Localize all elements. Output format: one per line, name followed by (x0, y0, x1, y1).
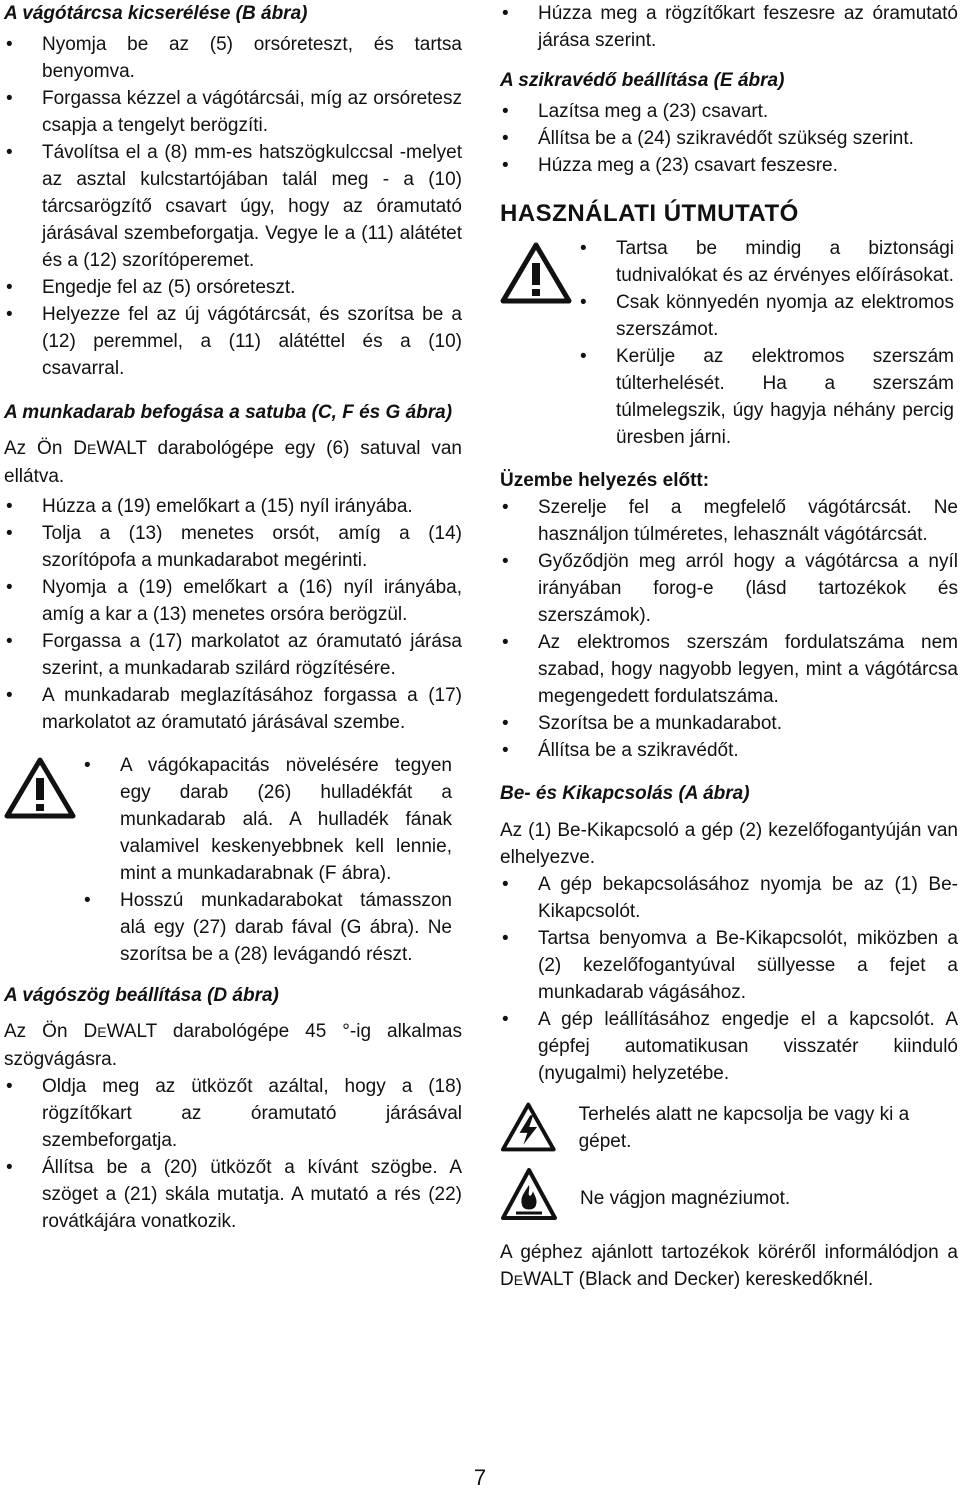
list-item: • Helyezze fel az új vágótárcsát, és szorítsa be a (12) peremmel, a (11) alátéttel és a (10) csavarral. (4, 301, 462, 382)
usage-warning-block (500, 235, 958, 451)
list-item: • Távolítsa el a (8) mm-es hatszögkulccsal -melyet az asztal kulcstartójában talál meg - a (10) tárcsarögzítő csavart úgy, hogy az óramutató járásával szembeforgatja. Vegye le a (11) alátétet és a (12) szorítóperemet. (4, 139, 462, 274)
list-item: • Oldja meg az ütközőt azáltal, hogy a (18) rögzítőkart az óramutató járásával szembeforgatja. (4, 1073, 462, 1154)
fire-hazard-icon (500, 1167, 558, 1223)
switch-intro: Az (1) Be-Kikapcsoló a gép (2) kezelőfogantyúján van elhelyezve. (500, 820, 958, 868)
list-item: • A munkadarab meglazításához forgassa a (17) markolatot az óramutató járásával szembe. (4, 682, 462, 736)
vise-intro: Az Ön DEWALT darabológépe egy (6) satuval van ellátva. (4, 438, 462, 487)
warning-triangle-icon (500, 241, 572, 305)
list-item: • Állítsa be a (20) ütközőt a kívánt szögbe. A szöget a (21) skála mutatja. A mutató a rés (22) rovátkájára vonatkozik. (4, 1154, 462, 1235)
fire-warning (500, 1167, 958, 1223)
section-title-vise: A munkadarab befogása a satuba (C, F és G ábra) (4, 402, 453, 423)
list-item: • Húzza meg a (23) csavart feszesre. (500, 152, 958, 179)
list-item: • Állítsa be a (24) szikravédőt szükség szerint. (500, 125, 958, 152)
startup-steps (500, 494, 958, 764)
list-item: • Nyomja a (19) emelőkart a (16) nyíl irányába, amíg a kar a (13) menetes orsóra berögzül. (4, 574, 462, 628)
list-item: • Forgassa a (17) markolatot az óramutató járása szerint, a munkadarab szilárd rögzítésére. (4, 628, 462, 682)
section-title-angle: A vágószög beállítása (D ábra) (4, 985, 279, 1006)
list-item: • Az elektromos szerszám fordulatszáma nem szabad, hogy nagyobb legyen, mint a vágótárcsa megengedett fordulatszáma. (500, 629, 958, 710)
list-item: • A gép leállításához engedje el a kapcsolót. A gépfej automatikusan visszatér kiinduló (nyugalmi) helyzetébe. (500, 1006, 958, 1087)
list-item: • Forgassa kézzel a vágótárcsái, míg az orsóretesz csapja a tengelyt berögzíti. (4, 85, 462, 139)
continued-steps (500, 0, 958, 54)
list-item: • Engedje fel az (5) orsóreteszt. (4, 274, 462, 301)
list-item: • Húzza meg a rögzítőkart feszesre az óramutató járása szerint. (500, 0, 958, 54)
page-number: 7 (473, 1465, 487, 1490)
list-item: • Tolja a (13) menetes orsót, amíg a (14) szorítópofa a munkadarabot megérinti. (4, 520, 462, 574)
electric-warning (500, 1101, 958, 1155)
section-title-blade-replace: A vágótárcsa kicserélése (B ábra) (4, 3, 308, 24)
switch-steps (500, 871, 958, 1087)
left-column (4, 0, 462, 1235)
main-title: HASZNÁLATI ÚTMUTATÓ (500, 200, 799, 227)
section-title-spark-guard: A szikravédő beállítása (E ábra) (500, 70, 785, 91)
electric-shock-icon (500, 1101, 557, 1153)
list-item: • A vágókapacitás növelésére tegyen egy darab (26) hulladékfát a munkadarab alá. A hulladék fának valamivel keskenyebbnek kell lennie, mint a munkadarabnak (F ábra). (82, 752, 452, 887)
fire-warning-text: Ne vágjon magnéziumot. (580, 1188, 791, 1209)
list-item: • Szorítsa be a munkadarabot. (500, 710, 958, 737)
spark-guard-steps (500, 98, 958, 179)
accessories-note: A géphez ajánlott tartozékok köréről informálódjon a DEWALT (Black and Decker) kereskedőknél. (500, 1242, 958, 1290)
vise-warning-block (4, 752, 462, 968)
electric-warning-text: Terhelés alatt ne kapcsolja be vagy ki a gépet. (578, 1104, 910, 1152)
angle-intro: Az Ön DEWALT darabológépe 45 °-ig alkalmas szögvágásra. (4, 1021, 462, 1070)
list-item: • Kerülje az elektromos szerszám túlterhelését. Ha a szerszám túlmelegszik, úgy hagyja néhány percig üresben járni. (578, 343, 954, 451)
usage-warning-list (578, 235, 954, 451)
list-item: • Tartsa benyomva a Be-Kikapcsolót, miközben a (2) kezelőfogantyúval süllyesse a fejet a munkadarab vágásához. (500, 925, 958, 1006)
list-item: • Lazítsa meg a (23) csavart. (500, 98, 958, 125)
list-item: • Húzza a (19) emelőkart a (15) nyíl irányába. (4, 493, 462, 520)
warning-triangle-icon (4, 756, 76, 820)
list-item: • Győződjön meg arról hogy a vágótárcsa a nyíl irányában forog-e (lásd tartozékok és szerszámok). (500, 548, 958, 629)
list-item: • Szerelje fel a megfelelő vágótárcsát. Ne használjon túlméretes, lehasznált vágótárcsát. (500, 494, 958, 548)
angle-steps (4, 1073, 462, 1235)
blade-replace-steps (4, 31, 462, 382)
list-item: • Csak könnyedén nyomja az elektromos szerszámot. (578, 289, 954, 343)
vise-steps (4, 493, 462, 736)
list-item: • A gép bekapcsolásához nyomja be az (1) Be-Kikapcsolót. (500, 871, 958, 925)
right-column (500, 0, 958, 1294)
list-item: • Állítsa be a szikravédőt. (500, 737, 958, 764)
list-item: • Hosszú munkadarabokat támasszon alá egy (27) darab fával (G ábra). Ne szorítsa be a (28) levágandó részt. (82, 887, 452, 968)
list-item: • Tartsa be mindig a biztonsági tudnivalókat és az érvényes előírásokat. (578, 235, 954, 289)
section-title-switch: Be- és Kikapcsolás (A ábra) (500, 783, 750, 804)
section-title-startup: Üzembe helyezés előtt: (500, 470, 710, 491)
vise-warning-list (82, 752, 452, 968)
list-item: • Nyomja be az (5) orsóreteszt, és tartsa benyomva. (4, 31, 462, 85)
